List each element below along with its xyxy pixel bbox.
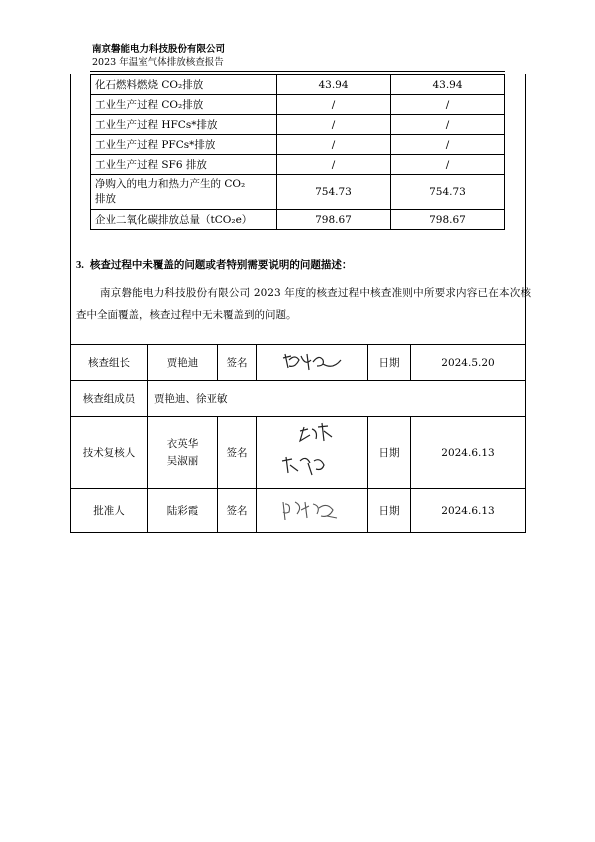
date-label: 日期 — [368, 345, 411, 381]
row-label: 工业生产过程 SF6 排放 — [91, 155, 277, 175]
row-value: / — [277, 95, 391, 115]
row-label: 工业生产过程 CO₂排放 — [91, 95, 277, 115]
row-label: 化石燃料燃烧 CO₂排放 — [91, 75, 277, 95]
page-header — [92, 43, 225, 69]
role-cell: 核查组成员 — [71, 381, 148, 417]
date-cell: 2024.6.13 — [411, 489, 526, 533]
table-row — [91, 135, 505, 155]
row-value: / — [277, 115, 391, 135]
row-value: 754.73 — [277, 175, 391, 210]
row-value: / — [391, 135, 505, 155]
row-label: 工业生产过程 HFCs*排放 — [91, 115, 277, 135]
table-row — [71, 381, 526, 417]
date-label: 日期 — [368, 417, 411, 489]
section-paragraph: 南京磐能电力科技股份有限公司 2023 年度的核查过程中核查准则中所要求内容已在本次核查中全面覆盖，核查过程中无未覆盖到的问题。 — [76, 287, 531, 321]
row-value: / — [391, 115, 505, 135]
role-cell: 技术复核人 — [71, 417, 148, 489]
row-label-line: 净购入的电力和热力产生的 CO₂ — [95, 178, 246, 190]
row-value: 798.67 — [391, 210, 505, 230]
frame-left-line — [70, 74, 71, 344]
row-value: 43.94 — [391, 75, 505, 95]
section-heading — [76, 257, 352, 272]
table-row — [91, 210, 505, 230]
sign-label: 签名 — [218, 417, 257, 489]
row-value: 798.67 — [277, 210, 391, 230]
row-value: 754.73 — [391, 175, 505, 210]
table-row — [91, 175, 505, 210]
table-row — [91, 95, 505, 115]
name-cell — [148, 417, 218, 489]
report-title: 2023 年温室气体排放核查报告 — [92, 57, 224, 68]
role-cell: 核查组长 — [71, 345, 148, 381]
sign-label: 签名 — [218, 345, 257, 381]
header-rule — [90, 71, 505, 72]
table-row — [91, 115, 505, 135]
table-row — [91, 155, 505, 175]
signature-image — [277, 350, 347, 376]
section-title: 核查过程中未覆盖的问题或者特别需要说明的问题描述： — [89, 259, 353, 271]
signature-cell — [257, 417, 368, 489]
row-label-line: 排放 — [95, 193, 116, 205]
table-row — [71, 417, 526, 489]
row-label: 企业二氧化碳排放总量（tCO₂e） — [91, 210, 277, 230]
row-value: / — [391, 155, 505, 175]
row-value: / — [277, 155, 391, 175]
row-value: 43.94 — [277, 75, 391, 95]
row-label: 工业生产过程 PFCs*排放 — [91, 135, 277, 155]
signature-image — [277, 496, 347, 526]
reviewer-name: 吴淑丽 — [166, 454, 199, 467]
name-cell: 陆彩霞 — [148, 489, 218, 533]
row-label — [91, 175, 277, 210]
date-label: 日期 — [368, 489, 411, 533]
signature-image — [272, 421, 352, 485]
section-number: 3. — [76, 260, 84, 271]
table-row — [71, 345, 526, 381]
reviewer-name: 衣英华 — [166, 437, 199, 450]
date-cell: 2024.6.13 — [411, 417, 526, 489]
company-name: 南京磐能电力科技股份有限公司 — [92, 44, 226, 55]
sign-label: 签名 — [218, 489, 257, 533]
table-row — [71, 489, 526, 533]
signature-cell — [257, 489, 368, 533]
row-value: / — [277, 135, 391, 155]
emissions-table — [90, 74, 505, 230]
date-cell: 2024.5.20 — [411, 345, 526, 381]
role-cell: 批准人 — [71, 489, 148, 533]
signature-cell — [257, 345, 368, 381]
signoff-table — [70, 344, 526, 533]
row-value: / — [391, 95, 505, 115]
name-cell: 贾艳迪 — [148, 345, 218, 381]
members-cell: 贾艳迪、徐亚敏 — [148, 381, 526, 417]
table-row — [91, 75, 505, 95]
